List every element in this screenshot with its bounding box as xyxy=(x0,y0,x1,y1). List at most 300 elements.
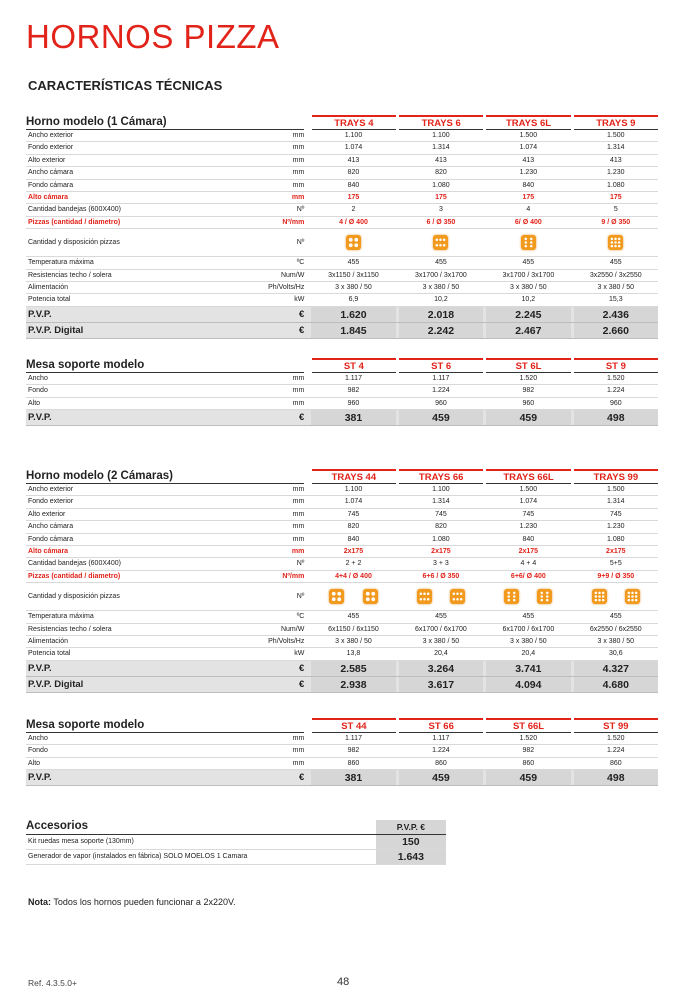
row-label: Ancho cámara xyxy=(28,169,74,177)
table-cell: 1.314 xyxy=(607,144,625,152)
table-cell: 1.500 xyxy=(519,132,538,139)
row-gap xyxy=(306,677,308,692)
row-label: Fondo cámara xyxy=(28,181,74,189)
table-cell: 2 + 2 xyxy=(345,560,362,568)
table-cell: 1.500 xyxy=(607,486,625,493)
row-unit: mm xyxy=(292,535,305,543)
row-gap xyxy=(306,624,308,635)
table-cell: 6+6 / Ø 350 xyxy=(422,572,460,580)
column-header: ST 6 xyxy=(399,358,483,373)
row-label: Alto cámara xyxy=(28,193,69,201)
pizza-layout-cell xyxy=(574,229,658,256)
table-cell: 2x175 xyxy=(431,547,451,555)
table-cell: 9+9 / Ø 350 xyxy=(597,572,635,580)
table-cell: 498 xyxy=(574,410,658,425)
table-cell: 1.230 xyxy=(519,523,538,531)
header-unit-spacer xyxy=(281,358,304,373)
row-unit: € xyxy=(299,772,305,784)
column-header: TRAYS 4 xyxy=(312,115,396,130)
header-unit-spacer xyxy=(281,115,304,130)
table-cell: 745 xyxy=(435,510,447,518)
row-gap xyxy=(306,307,308,322)
table-cell: 745 xyxy=(522,510,535,518)
table-cell: 3.264 xyxy=(399,661,483,676)
table-cell: 381 xyxy=(311,770,395,785)
row-label: Alimentación xyxy=(28,283,69,291)
table-cell: 459 xyxy=(486,770,570,785)
accessories-table xyxy=(26,820,446,865)
column-header: TRAYS 99 xyxy=(574,469,658,484)
table-cell: 982 xyxy=(522,387,535,395)
column-header: TRAYS 44 xyxy=(312,469,396,484)
table-cell: 455 xyxy=(522,613,535,621)
row-label: Potencia total xyxy=(28,296,71,304)
row-unit: mm xyxy=(292,759,305,767)
table-cell: 3.741 xyxy=(486,661,570,676)
table-cell: 3 x 380 / 50 xyxy=(510,283,547,291)
table-row xyxy=(26,521,658,533)
table-cell: 2x175 xyxy=(518,547,539,555)
row-unit: mm xyxy=(292,747,305,755)
row-unit: € xyxy=(299,308,305,320)
table-cell: 413 xyxy=(609,156,622,164)
table-cell: 175 xyxy=(522,193,535,201)
row-gap xyxy=(306,155,308,166)
row-label: Alimentación xyxy=(28,637,69,645)
header-gap xyxy=(304,358,309,373)
column-header: ST 99 xyxy=(574,718,658,733)
row-label: Fondo xyxy=(28,387,48,395)
table-row xyxy=(26,217,658,229)
row-unit: Num/W xyxy=(280,625,305,633)
table-header xyxy=(26,358,658,373)
pizza-layout-icon xyxy=(329,589,344,604)
table-cell: 960 xyxy=(435,399,447,407)
table-title: Mesa soporte modelo xyxy=(26,718,281,733)
row-label: P.V.P. xyxy=(28,412,52,424)
table-cell: 6/ Ø 400 xyxy=(514,218,542,226)
row-gap xyxy=(306,294,308,305)
table-cell: 960 xyxy=(522,399,535,407)
table-cell: 10,2 xyxy=(521,296,536,304)
table-row xyxy=(26,677,658,693)
table-cell: 2.467 xyxy=(486,323,570,338)
table-cell: 860 xyxy=(522,759,535,767)
table-cell: 2.938 xyxy=(311,677,395,692)
accessory-price: 150 xyxy=(376,835,446,849)
table-cell: 1.500 xyxy=(607,132,625,139)
table-row xyxy=(26,496,658,508)
row-gap xyxy=(306,611,308,622)
table-cell: 455 xyxy=(347,613,360,621)
table-cell: 1.100 xyxy=(432,486,450,493)
row-unit: € xyxy=(299,662,305,674)
row-label: Alto exterior xyxy=(28,510,66,518)
table-row xyxy=(26,745,658,757)
accessory-row xyxy=(26,850,446,865)
table-cell: 1.845 xyxy=(311,323,395,338)
table-row xyxy=(26,130,658,142)
table-cell: 3x1150 / 3x1150 xyxy=(328,271,379,279)
table-cell: 745 xyxy=(347,510,360,518)
row-unit: mm xyxy=(291,547,305,555)
stand-table-2 xyxy=(26,718,658,786)
row-unit: Nº xyxy=(296,560,305,568)
table-cell: 2x175 xyxy=(606,547,626,555)
row-gap xyxy=(306,636,308,647)
table-cell: 20,4 xyxy=(434,650,448,658)
row-gap xyxy=(306,546,308,557)
row-gap xyxy=(306,521,308,532)
table-row xyxy=(26,270,658,282)
row-label: P.V.P. xyxy=(28,662,52,674)
row-unit: mm xyxy=(292,523,305,531)
row-label: Cantidad bandejas (600X400) xyxy=(28,206,122,214)
pizza-layout-icon xyxy=(363,589,378,604)
table-cell: 1.074 xyxy=(519,144,538,152)
header-gap xyxy=(304,115,309,130)
row-gap xyxy=(306,398,308,409)
row-unit: mm xyxy=(292,169,305,177)
row-label: Ancho xyxy=(28,375,48,382)
table-row xyxy=(26,546,658,558)
table-cell: 455 xyxy=(609,259,622,267)
pizza-layout-cell xyxy=(311,583,395,610)
column-header: ST 4 xyxy=(312,358,396,373)
pizza-layout-icon xyxy=(433,235,448,250)
row-unit: Ph/Volts/Hz xyxy=(268,637,305,645)
pizza-layout-icon xyxy=(608,235,623,250)
table-cell: 3x1700 / 3x1700 xyxy=(502,271,555,279)
table-cell: 1.100 xyxy=(344,486,363,493)
table-row xyxy=(26,534,658,546)
reference-code: Ref. 4.3.5.0+ xyxy=(28,978,77,988)
pizza-layout-cell xyxy=(486,229,570,256)
table-cell: 1.117 xyxy=(432,375,450,382)
table-row xyxy=(26,155,658,167)
table-cell: 4+4 / Ø 400 xyxy=(335,572,372,580)
row-label: Fondo cámara xyxy=(28,535,74,543)
pizza-layout-icon xyxy=(346,235,361,250)
table-row xyxy=(26,373,658,385)
row-unit: mm xyxy=(292,510,305,518)
table-cell: 820 xyxy=(435,523,447,531)
table-cell: 1.520 xyxy=(519,375,538,382)
row-label: Ancho xyxy=(28,735,48,742)
table-cell: 1.224 xyxy=(607,747,625,755)
table-row xyxy=(26,294,658,306)
row-label: P.V.P. xyxy=(28,772,52,784)
page-number: 48 xyxy=(337,976,350,988)
table-cell: 3 x 380 / 50 xyxy=(510,637,547,645)
table-cell: 1.080 xyxy=(607,181,625,189)
row-label: Fondo xyxy=(28,747,48,755)
pizza-layout-cell xyxy=(574,583,658,610)
row-label: Cantidad y disposición pizzas xyxy=(28,239,120,247)
table-cell: 2.242 xyxy=(399,323,483,338)
table-cell: 4 / Ø 400 xyxy=(339,218,368,226)
table-cell: 498 xyxy=(574,770,658,785)
table-cell: 1.074 xyxy=(344,498,363,506)
table-cell: 381 xyxy=(311,410,395,425)
row-label: P.V.P. Digital xyxy=(28,324,84,336)
table-cell: 3 x 380 / 50 xyxy=(335,637,372,645)
row-gap xyxy=(306,130,308,141)
table-row xyxy=(26,583,658,611)
table-row xyxy=(26,571,658,583)
row-label: Fondo exterior xyxy=(28,144,74,152)
row-label: Resistencias techo / solera xyxy=(28,625,112,633)
table-title: Horno modelo (2 Cámaras) xyxy=(26,469,281,484)
row-label: P.V.P. Digital xyxy=(28,678,84,690)
table-row xyxy=(26,733,658,745)
table-cell: 1.620 xyxy=(311,307,395,322)
table-cell: 1.224 xyxy=(607,387,625,395)
row-gap xyxy=(306,167,308,178)
row-label: Ancho exterior xyxy=(28,486,74,493)
row-unit: mm xyxy=(292,387,305,395)
row-unit: Nº xyxy=(296,239,305,247)
table-row xyxy=(26,770,658,786)
table-cell: 15,3 xyxy=(608,296,623,304)
row-label: Alto cámara xyxy=(28,547,69,555)
table-cell: 9 / Ø 350 xyxy=(601,218,631,226)
row-unit: mm xyxy=(292,735,305,742)
row-unit: Num/W xyxy=(280,271,305,279)
table-row xyxy=(26,257,658,269)
table-cell: 6x1150 / 6x1150 xyxy=(328,625,379,633)
table-cell: 1.314 xyxy=(432,144,450,152)
table-cell: 1.520 xyxy=(607,735,625,742)
pizza-layout-cell xyxy=(311,229,395,256)
row-unit: ºC xyxy=(296,259,305,267)
table-cell: 982 xyxy=(522,747,535,755)
header-unit-spacer xyxy=(281,469,304,484)
accessory-row xyxy=(26,835,446,850)
table-cell: 840 xyxy=(522,181,535,189)
table-cell: 3x2550 / 3x2550 xyxy=(589,271,642,279)
table-cell: 2 xyxy=(351,206,356,214)
header-gap xyxy=(304,718,309,733)
column-header: ST 9 xyxy=(574,358,658,373)
row-unit: mm xyxy=(292,181,305,189)
table-row xyxy=(26,624,658,636)
row-unit: Nº xyxy=(296,593,305,601)
table-row xyxy=(26,636,658,648)
table-row xyxy=(26,410,658,426)
table-cell: 6,9 xyxy=(348,296,359,304)
row-label: Resistencias techo / solera xyxy=(28,271,112,279)
table-cell: 1.074 xyxy=(344,144,363,152)
row-unit: Nº/mm xyxy=(282,218,305,226)
column-header: TRAYS 9 xyxy=(574,115,658,130)
table-cell: 413 xyxy=(522,156,535,164)
table-cell: 4 + 4 xyxy=(520,560,537,568)
row-label: Potencia total xyxy=(28,650,71,658)
column-header: TRAYS 66 xyxy=(399,469,483,484)
table-cell: 745 xyxy=(609,510,622,518)
table-cell: 1.080 xyxy=(432,535,450,543)
row-label: Pizzas (cantidad / diametro) xyxy=(28,572,121,580)
table-cell: 1.074 xyxy=(519,498,538,506)
table-row xyxy=(26,167,658,179)
row-unit: Nº/mm xyxy=(282,572,305,580)
pizza-layout-icon xyxy=(450,589,465,604)
table-cell: 1.117 xyxy=(344,735,362,742)
table-row xyxy=(26,398,658,410)
column-header: ST 66 xyxy=(399,718,483,733)
table-cell: 2.245 xyxy=(486,307,570,322)
table-cell: 1.230 xyxy=(519,169,538,177)
row-unit: kW xyxy=(294,650,305,658)
table-cell: 1.224 xyxy=(432,747,450,755)
stand-table-1 xyxy=(26,358,658,426)
table-cell: 1.117 xyxy=(344,375,362,382)
row-label: Cantidad bandejas (600X400) xyxy=(28,560,122,568)
table-cell: 3 x 380 / 50 xyxy=(597,637,635,645)
table-cell: 3 x 380 / 50 xyxy=(597,283,635,291)
row-gap xyxy=(306,385,308,396)
table-cell: 1.080 xyxy=(432,181,450,189)
table-cell: 860 xyxy=(347,759,360,767)
table-cell: 455 xyxy=(522,259,535,267)
table-cell: 20,4 xyxy=(521,650,536,658)
table-cell: 840 xyxy=(347,535,360,543)
table-cell: 2.585 xyxy=(311,661,395,676)
table-cell: 1.520 xyxy=(519,735,538,742)
row-gap xyxy=(306,229,308,256)
row-label: Ancho exterior xyxy=(28,132,74,139)
row-label: Ancho cámara xyxy=(28,523,74,531)
row-gap xyxy=(306,770,308,785)
row-gap xyxy=(306,758,308,769)
table-cell: 860 xyxy=(609,759,622,767)
row-gap xyxy=(306,583,308,610)
table-row xyxy=(26,323,658,339)
table-cell: 960 xyxy=(347,399,360,407)
table-cell: 13,8 xyxy=(346,650,361,658)
table-cell: 10,2 xyxy=(434,296,448,304)
section-subtitle: CARACTERÍSTICAS TÉCNICAS xyxy=(28,78,223,93)
row-unit: Ph/Volts/Hz xyxy=(268,283,305,291)
pizza-layout-icon xyxy=(592,589,607,604)
pizza-layout-icon xyxy=(504,589,519,604)
row-gap xyxy=(306,496,308,507)
table-cell: 2.660 xyxy=(574,323,658,338)
table-cell: 1.230 xyxy=(607,169,625,177)
row-gap xyxy=(306,142,308,153)
table-cell: 982 xyxy=(347,747,360,755)
table-cell: 4.327 xyxy=(574,661,658,676)
row-unit: € xyxy=(299,678,305,690)
table-cell: 1.224 xyxy=(432,387,450,395)
row-gap xyxy=(306,661,308,676)
column-header: ST 6L xyxy=(486,358,570,373)
oven-1-chamber-table xyxy=(26,115,658,339)
pizza-layout-cell xyxy=(486,583,570,610)
row-unit: mm xyxy=(292,486,305,493)
row-label: P.V.P. xyxy=(28,308,52,320)
table-row xyxy=(26,385,658,397)
table-row xyxy=(26,180,658,192)
table-row xyxy=(26,307,658,323)
column-header: ST 44 xyxy=(312,718,396,733)
table-cell: 3 x 380 / 50 xyxy=(422,283,460,291)
row-label: Temperatura máxima xyxy=(28,259,94,267)
table-cell: 3 xyxy=(438,206,443,214)
row-gap xyxy=(306,509,308,520)
header-gap xyxy=(304,469,309,484)
table-header xyxy=(26,469,658,484)
table-cell: 860 xyxy=(435,759,447,767)
table-cell: 3 x 380 / 50 xyxy=(335,283,372,291)
row-unit: mm xyxy=(292,399,305,407)
row-gap xyxy=(306,534,308,545)
table-cell: 820 xyxy=(435,169,447,177)
row-gap xyxy=(306,270,308,281)
table-cell: 6x1700 / 6x1700 xyxy=(415,625,467,633)
table-title: Horno modelo (1 Cámara) xyxy=(26,115,281,130)
table-cell: 413 xyxy=(435,156,447,164)
note-text: Todos los hornos pueden funcionar a 2x220V. xyxy=(51,897,236,907)
row-label: Temperatura máxima xyxy=(28,613,94,621)
table-cell: 4.094 xyxy=(486,677,570,692)
column-header: TRAYS 6L xyxy=(486,115,570,130)
row-gap xyxy=(306,323,308,338)
table-row xyxy=(26,229,658,257)
row-gap xyxy=(306,257,308,268)
table-cell: 6 / Ø 350 xyxy=(426,218,456,226)
table-cell: 1.500 xyxy=(519,486,538,493)
table-cell: 6x1700 / 6x1700 xyxy=(502,625,555,633)
row-unit: € xyxy=(299,412,305,424)
row-gap xyxy=(306,648,308,659)
table-cell: 1.520 xyxy=(607,375,625,382)
table-cell: 820 xyxy=(347,169,360,177)
table-cell: 2.436 xyxy=(574,307,658,322)
table-cell: 175 xyxy=(609,193,622,201)
row-gap xyxy=(306,204,308,215)
page-title: HORNOS PIZZA xyxy=(26,18,280,55)
table-row xyxy=(26,282,658,294)
table-cell: 1.314 xyxy=(607,498,625,506)
pizza-layout-icon xyxy=(417,589,432,604)
row-label: Fondo exterior xyxy=(28,498,74,506)
accessory-label: Kit ruedas mesa soporte (130mm) xyxy=(28,838,134,845)
table-cell: 982 xyxy=(347,387,360,395)
row-gap xyxy=(306,373,308,384)
table-cell: 3 x 380 / 50 xyxy=(422,637,460,645)
table-cell: 3.617 xyxy=(399,677,483,692)
pizza-layout-icon xyxy=(521,235,536,250)
table-cell: 459 xyxy=(399,410,483,425)
table-header xyxy=(26,718,658,733)
table-row xyxy=(26,509,658,521)
pizza-layout-cell xyxy=(399,229,483,256)
table-cell: 2x175 xyxy=(343,547,364,555)
table-cell: 2.018 xyxy=(399,307,483,322)
row-label: Alto exterior xyxy=(28,156,66,164)
table-row xyxy=(26,484,658,496)
row-label: Alto xyxy=(28,759,41,767)
note xyxy=(28,897,236,907)
row-gap xyxy=(306,558,308,569)
row-gap xyxy=(306,180,308,191)
table-row xyxy=(26,661,658,677)
row-label: Alto xyxy=(28,399,41,407)
table-cell: 6x2550 / 6x2550 xyxy=(589,625,642,633)
row-gap xyxy=(306,745,308,756)
